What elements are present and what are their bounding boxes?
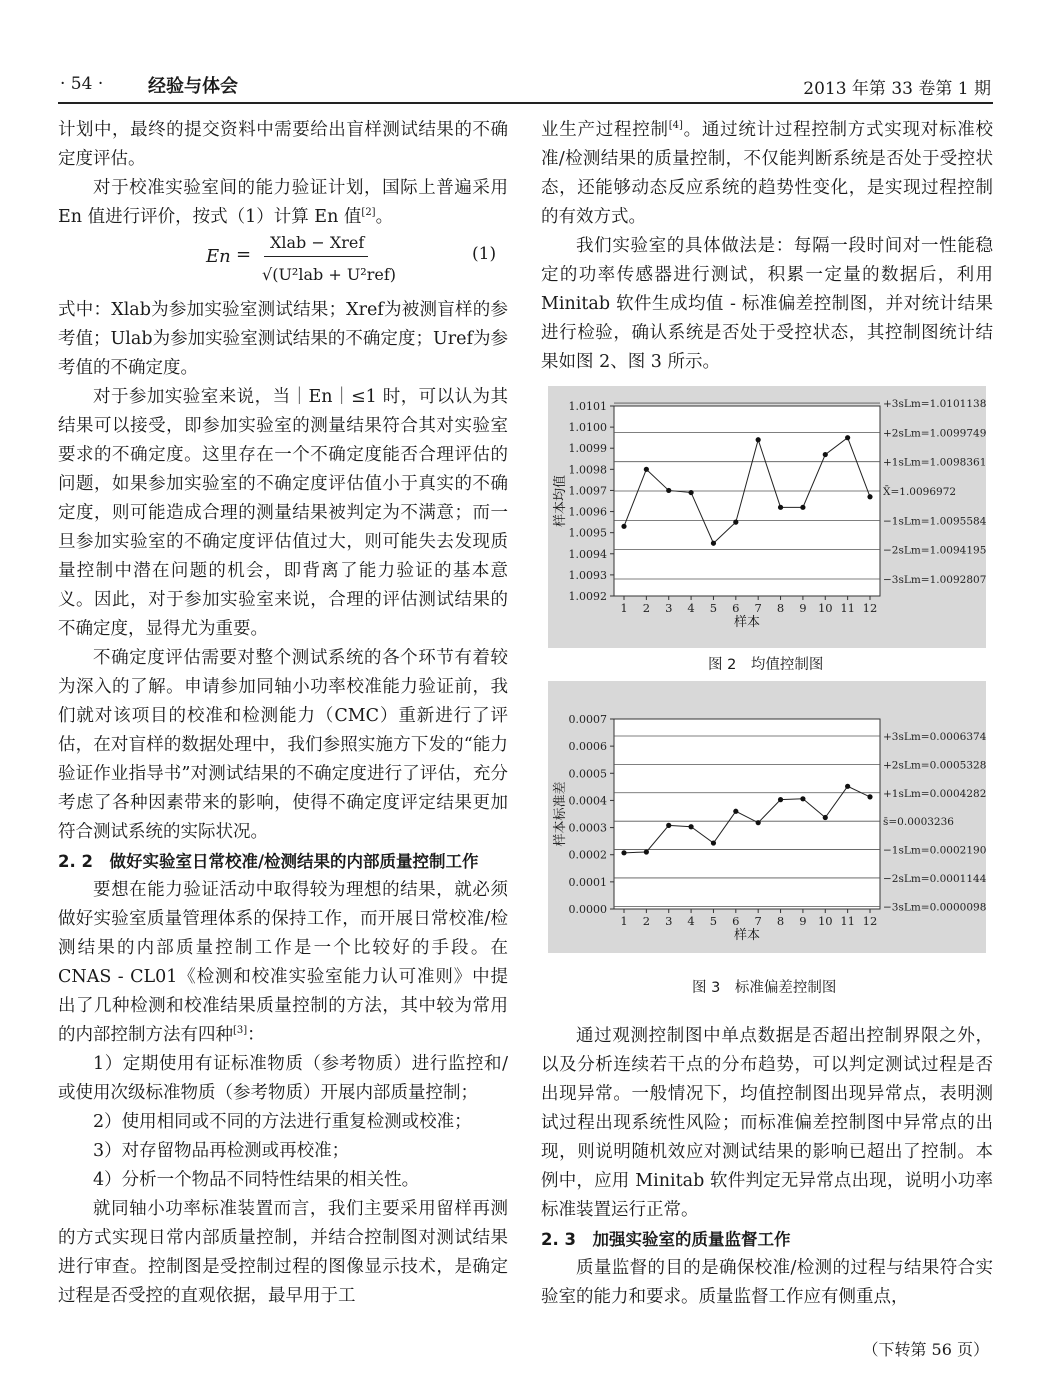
data-point <box>644 467 649 472</box>
paragraph-text: 。 <box>375 207 394 227</box>
equation <box>58 232 508 294</box>
paragraph-text: 。通过统计过程控制方式实现对标准校准/检测结果的质量控制，不仅能判断系统是否处于受控状态，还能够动态反应系统的趋势性变化，是实现过程控制的有效方式。 <box>541 120 994 227</box>
citation: [3] <box>233 1025 248 1037</box>
paragraph-text: 业生产过程控制 <box>541 120 669 140</box>
data-point <box>621 850 626 855</box>
y-tick-label: 1.0094 <box>568 547 607 561</box>
y-tick-label: 1.0099 <box>568 442 607 456</box>
x-tick-label: 2 <box>642 914 651 928</box>
paragraph <box>541 116 993 232</box>
x-tick-label: 2 <box>642 601 651 615</box>
paragraph: 就同轴小功率标准装置而言，我们主要采用留样再测的方式实现日常内部质量控制，并结合控制图对测试结果进行审查。控制图是受控制过程的图像显示技术，是确定过程是否受控的直观依据，最早用于工 <box>58 1199 508 1306</box>
y-tick-label: 0.0001 <box>568 875 607 889</box>
x-tick-label: 3 <box>665 914 673 928</box>
y-axis-label: 样本均值 <box>553 474 568 528</box>
right-column <box>541 116 993 377</box>
x-tick-label: 10 <box>817 601 833 615</box>
equation-equals: = <box>236 244 252 265</box>
control-limit-label: −1sLm=1.0095584 <box>883 515 986 528</box>
equation-lhs: En <box>206 246 231 267</box>
y-tick-label: 0.0000 <box>568 903 607 916</box>
x-tick-label: 5 <box>709 914 718 928</box>
data-point <box>688 490 693 495</box>
data-point <box>823 815 828 820</box>
right-column-lower <box>541 1022 993 1312</box>
x-tick-label: 12 <box>862 601 878 615</box>
y-tick-label: 0.0007 <box>568 713 607 726</box>
y-tick-label: 1.0097 <box>568 484 607 498</box>
control-limit-label: −2sLm=0.0001144 <box>883 872 986 885</box>
list-item: 2）使用相同或不同的方法进行重复检测或校准； <box>93 1112 472 1132</box>
figure-caption: 图 3 标准偏差控制图 <box>692 980 837 996</box>
data-point <box>800 796 805 801</box>
data-point <box>711 840 716 845</box>
paragraph: 对于参加实验室来说，当｜En｜≤1 时，可以认为其结果可以接受，即参加实验室的测量结果符合其对实验室要求的不确定度。这里存在一个不确定度能否合理评估的问题，如果参加实验室的不确定度评估值小于真实的不确定度，则可能造成合理的测量结果被判定为不满意；而一旦参加实验室的不确定度评估值过大，则可能失去发现质量控制中潜在问题的机会，即背离了能力验证的基本意义。因此，对于参加实验室来说，合理的评估测试结果的不确定度，显得尤为重要。 <box>58 387 508 639</box>
control-limit-label: −1sLm=0.0002190 <box>883 844 986 857</box>
paragraph: 通过观测控制图中单点数据是否超出控制界限之外，以及分析连续若干点的分布趋势，可以判定测试过程是否出现异常。一般情况下，均值控制图出现异常点，表明测试过程出现系统性风险；而标准偏差控制图中异常点的出现，则说明随机效应对测试结果的影响已超出了控制。本例中，应用 Minitab 软件判定无异常点出现，说明小功率标准装置运行正常。 <box>541 1026 993 1220</box>
paragraph <box>58 876 508 1050</box>
list-item: 4）分析一个物品不同特性结果的相关性。 <box>93 1170 420 1190</box>
y-tick-label: 1.0093 <box>568 568 607 582</box>
x-tick-label: 11 <box>840 914 855 928</box>
paragraph <box>58 174 508 232</box>
data-point <box>778 505 783 510</box>
y-tick-label: 0.0003 <box>568 821 607 835</box>
x-tick-label: 7 <box>754 601 762 615</box>
x-tick-label: 4 <box>687 601 695 615</box>
control-limit-label: +2sLm=0.0005328 <box>883 759 986 772</box>
data-point <box>621 524 626 529</box>
paragraph-text: 要想在能力验证活动中取得较为理想的结果，就必须做好实验室质量管理体系的保持工作，而开展日常校准/检测结果的内部质量控制工作是一个比较好的手段。在 CNAS - CL01《检测和校准实验室能力认可准则》中提出了几种检测和校准结果质量控制的方法，其中较为常用的内部控制方法有四种 <box>58 880 508 1045</box>
data-point <box>845 435 850 440</box>
paragraph: 式中：Xlab为参加实验室测试结果；Xref为被测盲样的参考值；Ulab为参加实验室测试结果的不确定度；Uref为参考值的不确定度。 <box>58 300 508 378</box>
y-tick-label: 0.0006 <box>568 740 607 754</box>
plot-area <box>614 719 880 909</box>
data-point <box>756 820 761 825</box>
data-point <box>644 849 649 854</box>
y-tick-label: 0.0005 <box>568 767 607 781</box>
x-tick-label: 9 <box>799 601 807 615</box>
plot-area <box>614 406 880 596</box>
control-limit-label: −2sLm=1.0094195 <box>883 544 986 557</box>
data-point <box>711 541 716 546</box>
x-tick-label: 3 <box>665 601 673 615</box>
figure-caption: 图 2 均值控制图 <box>708 657 824 673</box>
y-tick-label: 1.0098 <box>568 463 607 477</box>
paragraph-text: ： <box>247 1025 265 1045</box>
x-tick-label: 7 <box>754 914 762 928</box>
paragraph: 我们实验室的具体做法是：每隔一段时间对一性能稳定的功率传感器进行测试，积累一定量的数据后，利用 Minitab 软件生成均值 - 标准偏差控制图，并对统计结果进行检验，确认系统是否处于受控状态，其控制图统计结果如图 2、图 3 所示。 <box>541 236 993 372</box>
y-tick-label: 1.0092 <box>568 590 607 603</box>
x-tick-label: 4 <box>687 914 695 928</box>
data-point <box>823 452 828 457</box>
x-axis-label: 样本 <box>733 615 761 630</box>
data-point <box>778 797 783 802</box>
x-tick-label: 1 <box>620 914 628 928</box>
paragraph-text: 对于校准实验室间的能力验证计划，国际上普遍采用 En 值进行评价，按式（1）计算 En 值 <box>58 178 508 227</box>
data-point <box>733 809 738 814</box>
x-tick-label: 6 <box>732 914 740 928</box>
data-point <box>733 520 738 525</box>
figure-mean-control-chart <box>548 386 986 648</box>
page-number: · 54 · <box>60 74 104 94</box>
y-tick-label: 0.0002 <box>568 848 607 862</box>
citation: [4] <box>668 120 683 132</box>
control-limit-label: −3sLm=0.0000098 <box>883 901 986 914</box>
continuation-note: （下转第 56 页） <box>862 1340 989 1359</box>
control-limit-label: +3sLm=1.0101138 <box>883 398 986 411</box>
column-title: 经验与体会 <box>148 76 238 97</box>
citation: [2] <box>361 207 376 219</box>
x-tick-label: 12 <box>862 914 878 928</box>
data-point <box>867 794 872 799</box>
equation-number: (1) <box>472 244 497 264</box>
data-point <box>756 437 761 442</box>
control-limit-label: +3sLm=0.0006374 <box>883 730 986 743</box>
data-point <box>845 784 850 789</box>
x-tick-label: 1 <box>620 601 628 615</box>
header-rule <box>58 102 993 104</box>
x-tick-label: 9 <box>799 914 807 928</box>
mean-control-chart <box>548 386 986 648</box>
list-item: 3）对存留物品再检测或再校准； <box>93 1141 350 1161</box>
control-limit-label: +1sLm=1.0098361 <box>883 456 986 469</box>
y-tick-label: 1.0096 <box>568 505 607 519</box>
section-heading: 2. 2 做好实验室日常校准/检测结果的内部质量控制工作 <box>58 852 479 871</box>
data-point <box>800 505 805 510</box>
control-limit-label: +1sLm=0.0004282 <box>883 787 986 800</box>
data-point <box>867 494 872 499</box>
left-column <box>58 116 508 1311</box>
issue-info: 2013 年第 33 卷第 1 期 <box>803 79 991 99</box>
x-tick-label: 10 <box>817 914 833 928</box>
figure-std-control-chart <box>548 681 986 953</box>
paragraph: 计划中，最终的提交资料中需要给出盲样测试结果的不确定度评估。 <box>58 120 508 169</box>
x-tick-label: 11 <box>840 601 855 615</box>
control-limit-label: +2sLm=1.0099749 <box>883 427 986 440</box>
x-tick-label: 8 <box>776 914 785 928</box>
x-axis-label: 样本 <box>733 928 761 943</box>
std-control-chart <box>548 681 986 953</box>
control-limit-label: s̄=0.0003236 <box>883 816 954 829</box>
y-axis-label: 样本标准差 <box>553 781 568 847</box>
y-tick-label: 1.0095 <box>568 526 607 540</box>
y-tick-label: 0.0004 <box>568 794 607 808</box>
equation-numerator: Xlab − Xref <box>270 233 365 252</box>
data-point <box>688 824 693 829</box>
paragraph: 质量监督的目的是确保校准/检测的过程与结果符合实验室的能力和要求。质量监督工作应有侧重点， <box>541 1258 993 1307</box>
x-tick-label: 5 <box>709 601 718 615</box>
data-point <box>666 823 671 828</box>
paragraph: 不确定度评估需要对整个测试系统的各个环节有着较为深入的了解。申请参加同轴小功率校准能力验证前，我们就对该项目的校准和检测能力（CMC）重新进行了评估，在对盲样的数据处理中，我们参照实施方下发的“能力验证作业指导书”对测试结果的不确定度进行了评估，充分考虑了各种因素带来的影响，使得不确定度评定结果更加符合测试系统的实际状况。 <box>58 648 508 842</box>
control-limit-label: −3sLm=1.0092807 <box>883 573 986 586</box>
list-item: 1）定期使用有证标准物质（参考物质）进行监控和/或使用次级标准物质（参考物质）开展内部质量控制； <box>58 1054 508 1103</box>
section-heading: 2. 3 加强实验室的质量监督工作 <box>541 1230 791 1249</box>
x-tick-label: 8 <box>776 601 785 615</box>
x-tick-label: 6 <box>732 601 740 615</box>
control-limit-label: X̄=1.0096972 <box>883 486 957 499</box>
equation-denominator: √(U²lab + U²ref) <box>262 265 396 284</box>
y-tick-label: 1.0101 <box>568 400 607 413</box>
data-point <box>666 488 671 493</box>
y-tick-label: 1.0100 <box>568 421 607 435</box>
fraction-bar <box>264 256 368 257</box>
